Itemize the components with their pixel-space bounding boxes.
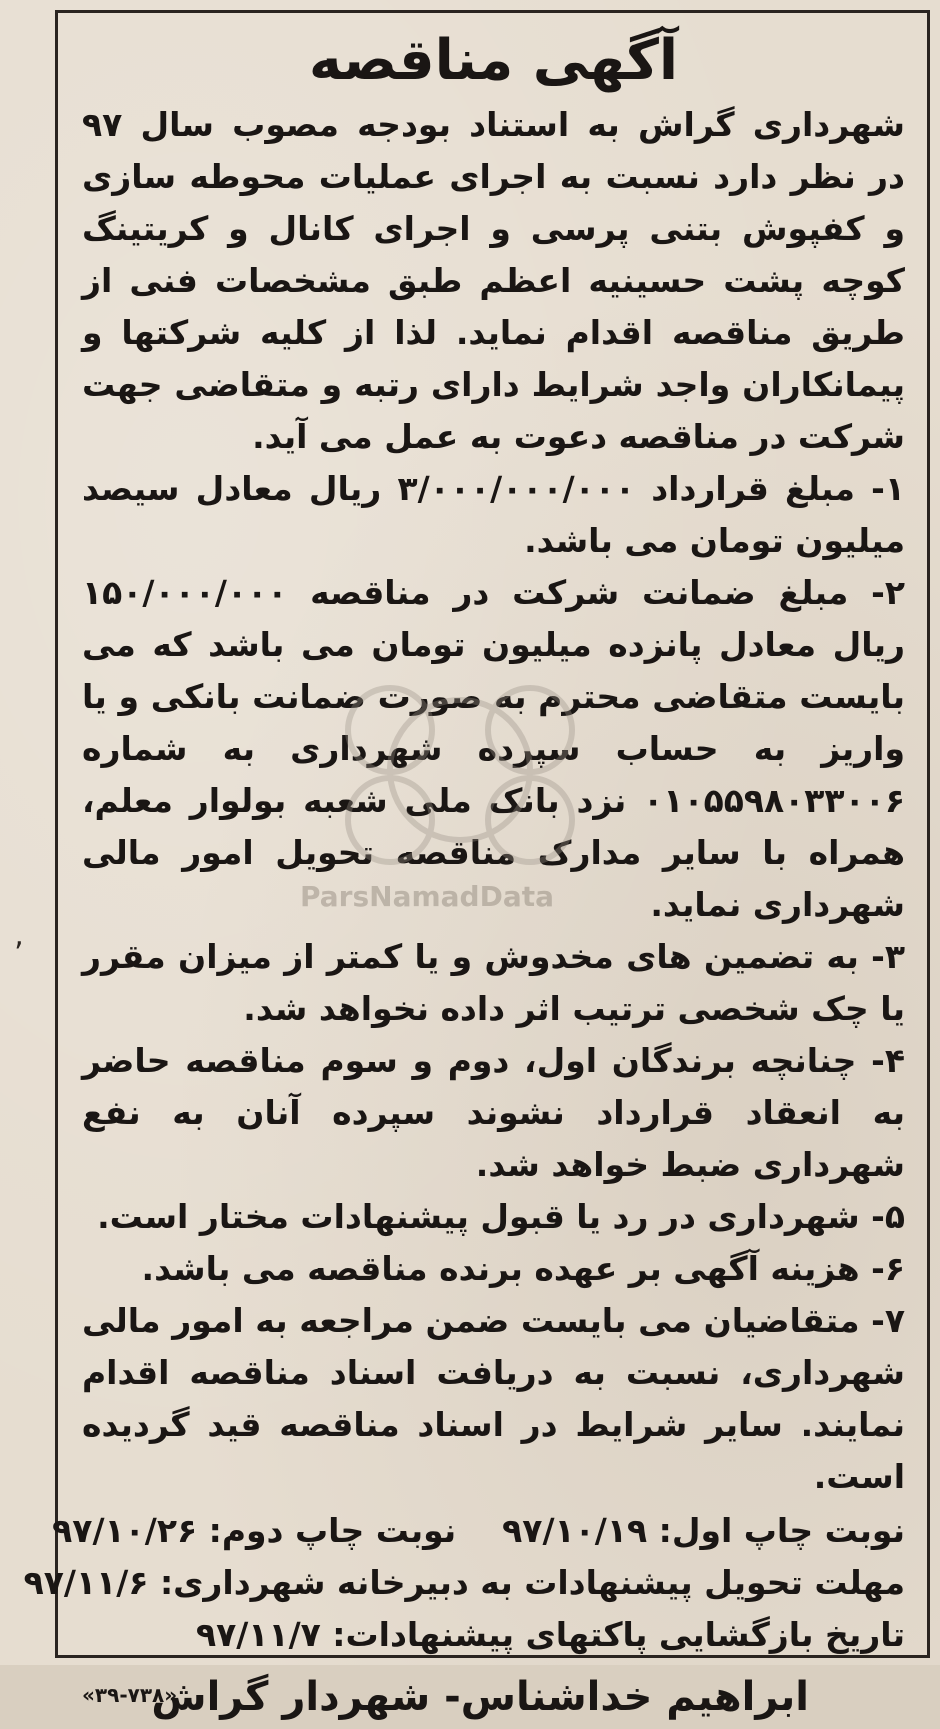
notice-item-4: ۴- چنانچه برندگان اول، دوم و سوم مناقصه حاضر به انعقاد قرارداد نشوند سپرده آنان به نفع شهرداری ضبط خواهد شد. [82,1041,905,1184]
notice-item-3: ۳- به تضمین های مخدوش و یا کمتر از میزان مقرر یا چک شخصی ترتیب اثر داده نخواهد شد. [82,937,905,1028]
print-dates-line [52,1505,905,1557]
signature-row [82,1669,905,1729]
watermark-text: ParsNamadData [300,880,554,913]
second-print-label: نوبت چاپ دوم: [208,1511,457,1550]
deadline-label: مهلت تحویل پیشنهادات به دبیرخانه شهرداری: [159,1563,905,1602]
notice-intro: شهرداری گراش به استناد بودجه مصوب سال ۹۷ در نظر دارد نسبت به اجرای عملیات محوطه سازی و کفپوش بتنی پرسی و اجرای کانال و کریتینگ کوچه پشت حسینیه اعظم طبق مشخصات فنی از طریق مناقصه اقدام نماید. لذا از کلیه شرکتها و پیمانکاران واجد شرایط دارای رتبه و متقاضی جهت شرکت در مناقصه دعوت به عمل می آید. [82,105,905,456]
signature: ابراهیم خداشناس- شهردار گراش [151,1674,809,1720]
opening-value: ۹۷/۱۱/۷ [195,1615,321,1654]
notice-item-1: ۱- مبلغ قرارداد ۳/۰۰۰/۰۰۰/۰۰۰ ریال معادل سیصد میلیون تومان می باشد. [82,469,905,560]
opening-line [82,1609,905,1661]
deadline-line [23,1557,905,1609]
notice-dates [23,1505,905,1661]
notice-title: آگهی مناقصه [308,28,679,93]
first-print-label: نوبت چاپ اول: [658,1511,905,1550]
edge-mark: ‚ [14,918,24,953]
first-print-value: ۹۷/۱۰/۱۹ [502,1511,648,1550]
notice-item-7: ۷- متقاضیان می بایست ضمن مراجعه به امور مالی شهرداری، نسبت به دریافت اسناد مناقصه اقدام نمایند. سایر شرایط در اسناد مناقصه قید گردیده است. [82,1301,905,1496]
opening-label: تاریخ بازگشایی پاکتهای پیشنهادات: [332,1615,905,1654]
notice-item-5: ۵- شهرداری در رد یا قبول پیشنهادات مختار است. [97,1197,905,1236]
second-print-value: ۹۷/۱۰/۲۶ [52,1511,198,1550]
notice-item-2: ۲- مبلغ ضمانت شرکت در مناقصه ۱۵۰/۰۰۰/۰۰۰ ریال معادل پانزده میلیون تومان می باشد که می بایست متقاضی محترم به صورت ضمانت بانکی و یا واریز به حساب سپرده شهرداری به شماره ۰۱۰۵۵۹۸۰۳۳۰۰۶ نزد بانک ملی شعبه بولوار معلم، همراه با سایر مدارک مناقصه تحویل امور مالی شهرداری نماید. [82,573,905,924]
deadline-value: ۹۷/۱۱/۶ [23,1563,149,1602]
notice-frame [23,10,930,1720]
notice-item-6: ۶- هزینه آگهی بر عهده برنده مناقصه می باشد. [141,1249,905,1288]
notice-code: «۳۹-۷۳۸» [82,1683,178,1707]
